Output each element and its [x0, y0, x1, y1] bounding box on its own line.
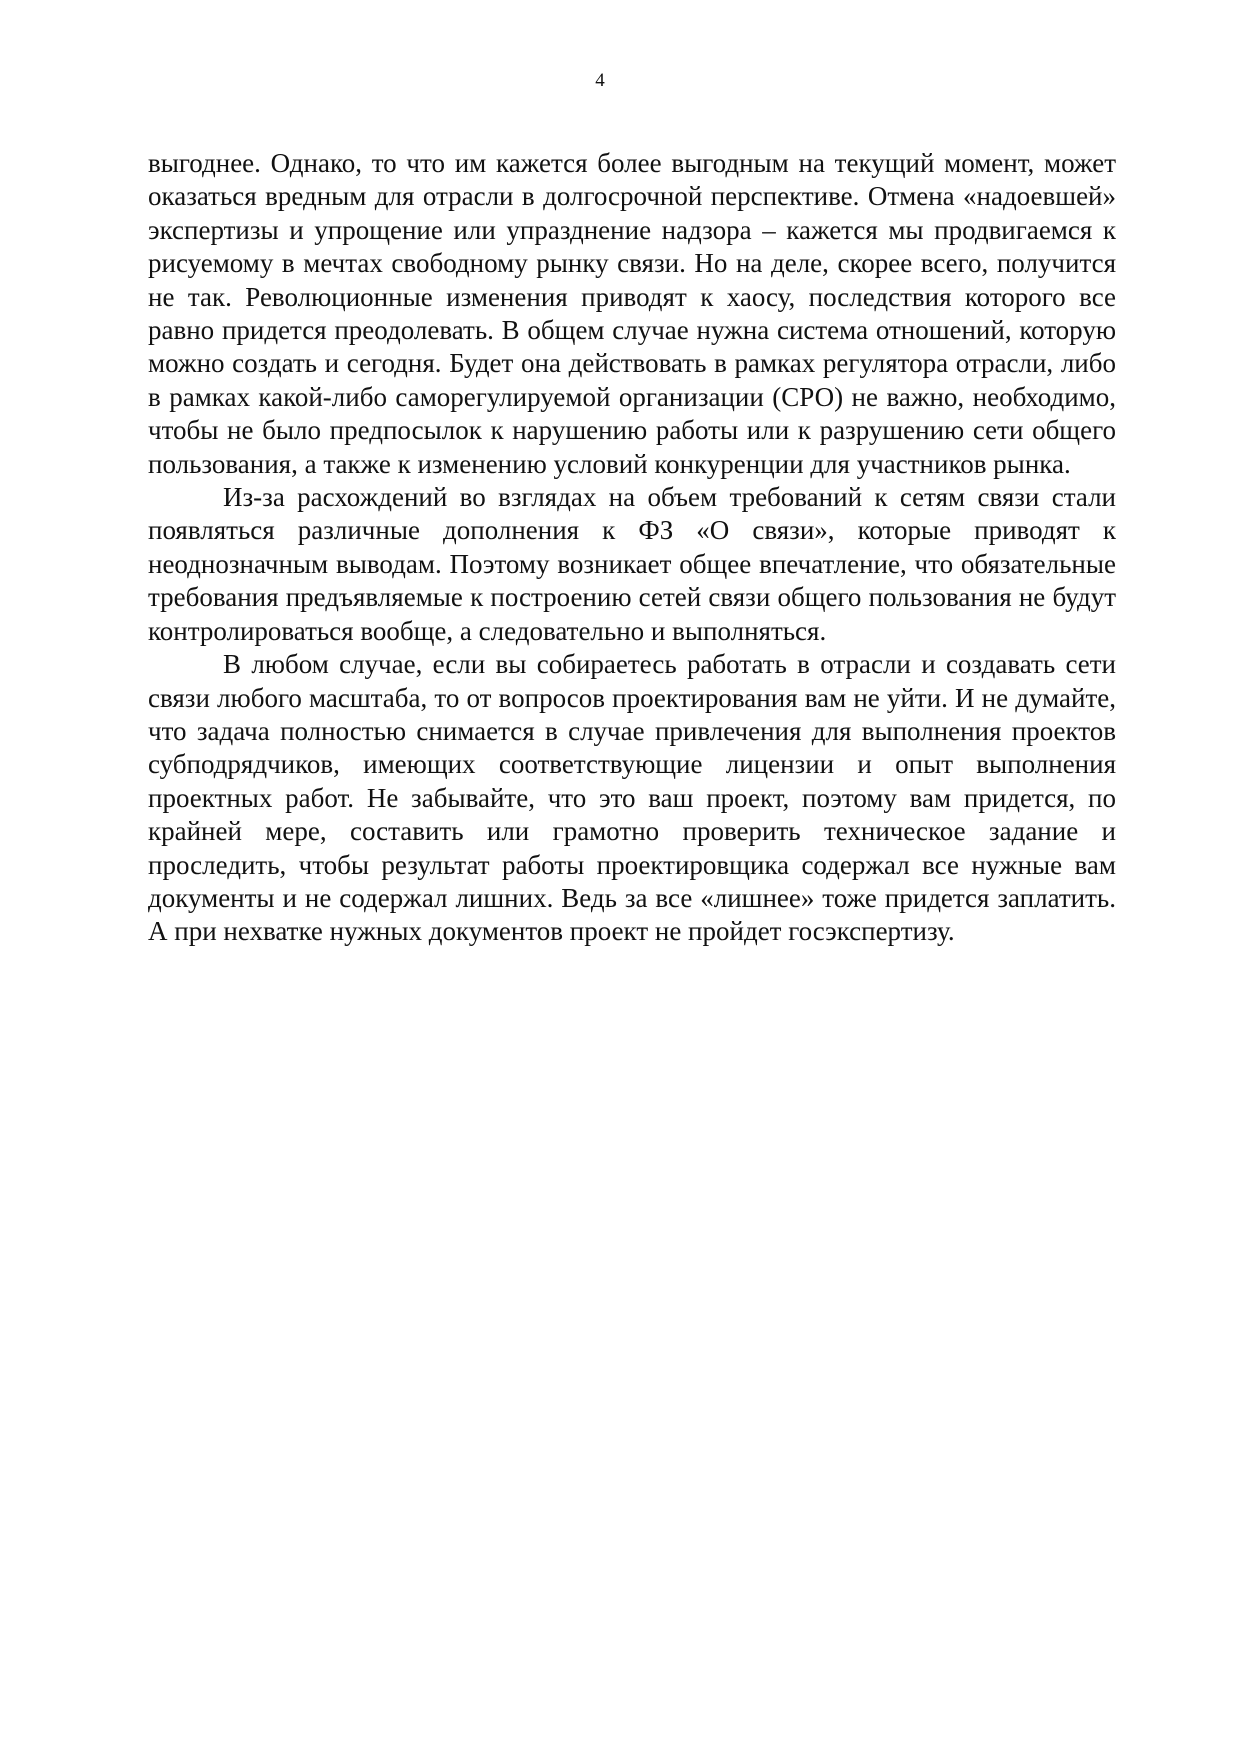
paragraph-design: В любом случае, если вы собираетесь работать в отрасли и создавать сети связи любого масштаба, то от вопросов проектирования вам не уйти. И не думайте, что задача полностью снимается в случае привлечения для выполнения проектов субподрядчиков, имеющих соответствующие лицензии и опыт выполнения проектных работ. Не забывайте, что это ваш проект, поэтому вам придется, по крайней мере, составить или грамотно проверить техническое задание и проследить, чтобы результат работы проектировщика содержал все нужные вам документы и не содержал лишних. Ведь за все «лишнее» тоже придется заплатить. А при нехватке нужных документов проект не пройдет госэкспертизу.	[148, 649, 1116, 947]
page-number: 4	[595, 70, 605, 91]
paragraph-requirements: Из-за расхождений во взглядах на объем требований к сетям связи стали появляться различные дополнения к ФЗ «О связи», которые приводят к неоднозначным выводам. Поэтому возникает общее впечатление, что обязательные требования предъявляемые к построению сетей связи общего пользования не будут контролироваться вообще, а следовательно и выполняться.	[148, 482, 1116, 646]
body-text	[148, 147, 1116, 949]
paragraph-continuation: выгоднее. Однако, то что им кажется более выгодным на текущий момент, может оказаться вредным для отрасли в долгосрочной перспективе. Отмена «надоевшей» экспертизы и упрощение или упразднение надзора – кажется мы продвигаемся к рисуемому в мечтах свободному рынку связи. Но на деле, скорее всего, получится не так. Революционные изменения приводят к хаосу, последствия которого все равно придется преодолевать. В общем случае нужна система отношений, которую можно создать и сегодня. Будет она действовать в рамках регулятора отрасли, либо в рамках какой-либо саморегулируемой организации (СРО) не важно, необходимо, чтобы не было предпосылок к нарушению работы или к разрушению сети общего пользования, а также к изменению условий конкуренции для участников рынка.	[148, 148, 1116, 479]
